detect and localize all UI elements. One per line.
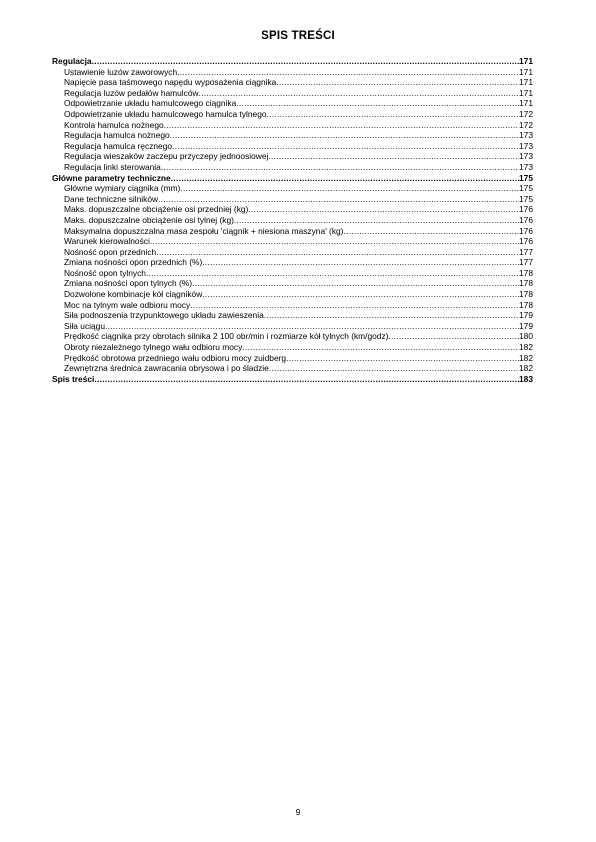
toc-entry-label: Regulacja hamulca ręcznego xyxy=(64,140,173,151)
toc-entry-label: Regulacja luzów pedałów hamulców xyxy=(64,87,199,98)
toc-entry-label: Maks. dopuszczalne obciążenie osi tylnej (kg) xyxy=(64,214,234,225)
toc-entry-page: 180 xyxy=(519,331,533,342)
toc-dot-leader xyxy=(236,98,519,109)
toc-dot-leader xyxy=(202,257,519,268)
toc-dot-leader xyxy=(199,88,519,99)
toc-entry-label: Dane techniczne silników xyxy=(64,193,159,204)
toc-dot-leader xyxy=(268,151,519,162)
toc-entry-label: Dozwolone kombinacje kół ciągników xyxy=(64,289,203,300)
toc-entry-page: 175 xyxy=(519,172,533,183)
toc-entry-page: 173 xyxy=(519,130,533,141)
toc-dot-leader xyxy=(267,109,519,120)
toc-entry-label: Regulacja hamulca nożnego xyxy=(64,130,170,141)
toc-dot-leader xyxy=(286,353,519,364)
toc-subsection-entry[interactable] xyxy=(52,363,533,374)
toc-subsection-entry[interactable] xyxy=(52,194,533,205)
toc-entry-page: 178 xyxy=(519,267,533,278)
toc-dot-leader xyxy=(105,321,519,332)
toc-dot-leader xyxy=(248,204,519,215)
toc-dot-leader xyxy=(269,363,519,374)
toc-dot-leader xyxy=(242,342,519,353)
toc-entry-label: Główne parametry techniczne xyxy=(52,172,171,183)
toc-subsection-entry[interactable] xyxy=(52,141,533,152)
toc-entry-label: Regulacja wieszaków zaczepu przyczepy jednoosiowej xyxy=(64,151,269,162)
toc-subsection-entry[interactable] xyxy=(52,268,533,279)
toc-dot-leader xyxy=(202,289,519,300)
toc-dot-leader xyxy=(158,194,519,205)
toc-subsection-entry[interactable] xyxy=(52,321,533,332)
toc-entry-page: 176 xyxy=(519,204,533,215)
toc-entry-page: 182 xyxy=(519,352,533,363)
toc-entry-label: Odpowietrzanie układu hamulcowego hamulca tylnego xyxy=(64,108,267,119)
toc-entry-page: 176 xyxy=(519,225,533,236)
toc-subsection-entry[interactable] xyxy=(52,204,533,215)
toc-entry-page: 171 xyxy=(519,87,533,98)
toc-subsection-entry[interactable] xyxy=(52,130,533,141)
toc-dot-leader xyxy=(192,278,519,289)
toc-entry-page: 178 xyxy=(519,278,533,289)
toc-entry-page: 179 xyxy=(519,320,533,331)
toc-entry-label: Regulacja xyxy=(52,56,92,66)
toc-entry-page: 172 xyxy=(519,119,533,130)
toc-subsection-entry[interactable] xyxy=(52,88,533,99)
toc-entry-label: Prędkość obrotowa przedniego wału odbioru mocy zuidberg xyxy=(64,352,287,363)
toc-entry-page: 183 xyxy=(519,373,533,384)
toc-subsection-entry[interactable] xyxy=(52,310,533,321)
toc-subsection-entry[interactable] xyxy=(52,247,533,258)
toc-dot-leader xyxy=(276,77,519,88)
toc-dot-leader xyxy=(156,247,519,258)
toc-entry-label: Prędkość ciągnika przy obrotach silnika 2 100 obr/min i rozmiarze kół tylnych (km/godz) xyxy=(64,331,389,342)
toc-dot-leader xyxy=(177,67,519,78)
toc-dot-leader xyxy=(94,374,519,385)
toc-subsection-entry[interactable] xyxy=(52,183,533,194)
toc-entry-page: 177 xyxy=(519,246,533,257)
toc-subsection-entry[interactable] xyxy=(52,98,533,109)
page-number: 9 xyxy=(295,807,301,817)
toc-subsection-entry[interactable] xyxy=(52,257,533,268)
toc-entry-label: Napięcie pasa taśmowego napędu wyposażenia ciągnika xyxy=(64,77,277,88)
toc-entry-page: 178 xyxy=(519,299,533,310)
toc-entry-label: Siła podnoszenia trzypunktowego układu zawieszenia xyxy=(64,310,264,321)
toc-dot-leader xyxy=(343,226,519,237)
toc-entry-label: Nośność opon przednich xyxy=(64,246,157,257)
toc-dot-leader xyxy=(146,268,519,279)
toc-subsection-entry[interactable] xyxy=(52,151,533,162)
table-of-contents xyxy=(52,56,533,384)
toc-entry-label: Maksymalna dopuszczalna masa zespołu 'ciągnik + niesiona maszyna' (kg) xyxy=(64,225,344,236)
page-title: SPIS TREŚCI xyxy=(261,30,335,42)
toc-entry-page: 177 xyxy=(519,257,533,268)
toc-subsection-entry[interactable] xyxy=(52,331,533,342)
toc-subsection-entry[interactable] xyxy=(52,77,533,88)
toc-entry-label: Kontrola hamulca nożnego xyxy=(64,119,164,130)
toc-entry-label: Moc na tylnym wale odbioru mocy xyxy=(64,299,191,310)
toc-entry-page: 176 xyxy=(519,236,533,247)
toc-section-entry[interactable] xyxy=(52,374,533,385)
toc-entry-label: Zmiana nośności opon tylnych (%) xyxy=(64,278,193,289)
toc-dot-leader xyxy=(170,130,519,141)
toc-dot-leader xyxy=(388,331,519,342)
toc-entry-page: 182 xyxy=(519,363,533,374)
toc-dot-leader xyxy=(190,300,519,311)
toc-entry-page: 175 xyxy=(519,183,533,194)
toc-dot-leader xyxy=(264,310,519,321)
toc-subsection-entry[interactable] xyxy=(52,67,533,78)
toc-dot-leader xyxy=(164,120,519,131)
toc-dot-leader xyxy=(180,183,519,194)
toc-dot-leader xyxy=(150,236,519,247)
toc-entry-label: Spis treści xyxy=(52,373,95,384)
toc-dot-leader xyxy=(172,141,519,152)
toc-entry-page: 171 xyxy=(519,98,533,109)
toc-entry-label: Zmiana nośności opon przednich (%) xyxy=(64,257,203,268)
toc-subsection-entry[interactable] xyxy=(52,278,533,289)
toc-subsection-entry[interactable] xyxy=(52,289,533,300)
toc-entry-page: 171 xyxy=(519,56,533,66)
toc-subsection-entry[interactable] xyxy=(52,342,533,353)
toc-subsection-entry[interactable] xyxy=(52,162,533,173)
toc-subsection-entry[interactable] xyxy=(52,215,533,226)
toc-entry-page: 171 xyxy=(519,66,533,77)
toc-subsection-entry[interactable] xyxy=(52,226,533,237)
toc-entry-label: Nośność opon tylnych xyxy=(64,267,146,278)
toc-subsection-entry[interactable] xyxy=(52,236,533,247)
toc-entry-label: Maks. dopuszczalne obciążenie osi przedniej (kg) xyxy=(64,204,249,215)
toc-entry-label: Odpowietrzanie układu hamulcowego ciągnika xyxy=(64,98,237,109)
toc-entry-page: 173 xyxy=(519,151,533,162)
toc-entry-label: Regulacja linki sterowania xyxy=(64,161,161,172)
toc-entry-label: Obroty niezależnego tylnego wału odbioru mocy xyxy=(64,342,243,353)
toc-entry-page: 172 xyxy=(519,108,533,119)
toc-subsection-entry[interactable] xyxy=(52,300,533,311)
toc-subsection-entry[interactable] xyxy=(52,353,533,364)
toc-entry-page: 173 xyxy=(519,140,533,151)
toc-entry-page: 178 xyxy=(519,289,533,300)
toc-entry-label: Warunek kierowalności xyxy=(64,236,150,247)
toc-section-entry[interactable] xyxy=(52,173,533,184)
toc-entry-page: 176 xyxy=(519,214,533,225)
toc-subsection-entry[interactable] xyxy=(52,109,533,120)
toc-entry-page: 182 xyxy=(519,342,533,353)
toc-entry-label: Główne wymiary ciągnika (mm) xyxy=(64,183,181,194)
toc-entry-label: Siła uciągu xyxy=(64,320,105,331)
toc-entry-page: 175 xyxy=(519,193,533,204)
toc-entry-label: Zewnętrzna średnica zawracania obrysowa i po śladzie xyxy=(64,363,269,374)
toc-entry-label: Ustawienie luzów zaworowych xyxy=(64,66,178,77)
toc-entry-page: 171 xyxy=(519,77,533,88)
toc-entry-page: 173 xyxy=(519,161,533,172)
toc-section-entry[interactable] xyxy=(52,56,533,67)
toc-dot-leader xyxy=(92,56,519,67)
toc-dot-leader xyxy=(161,162,519,173)
toc-subsection-entry[interactable] xyxy=(52,120,533,131)
toc-dot-leader xyxy=(171,173,519,184)
toc-entry-page: 179 xyxy=(519,310,533,321)
toc-dot-leader xyxy=(234,215,519,226)
